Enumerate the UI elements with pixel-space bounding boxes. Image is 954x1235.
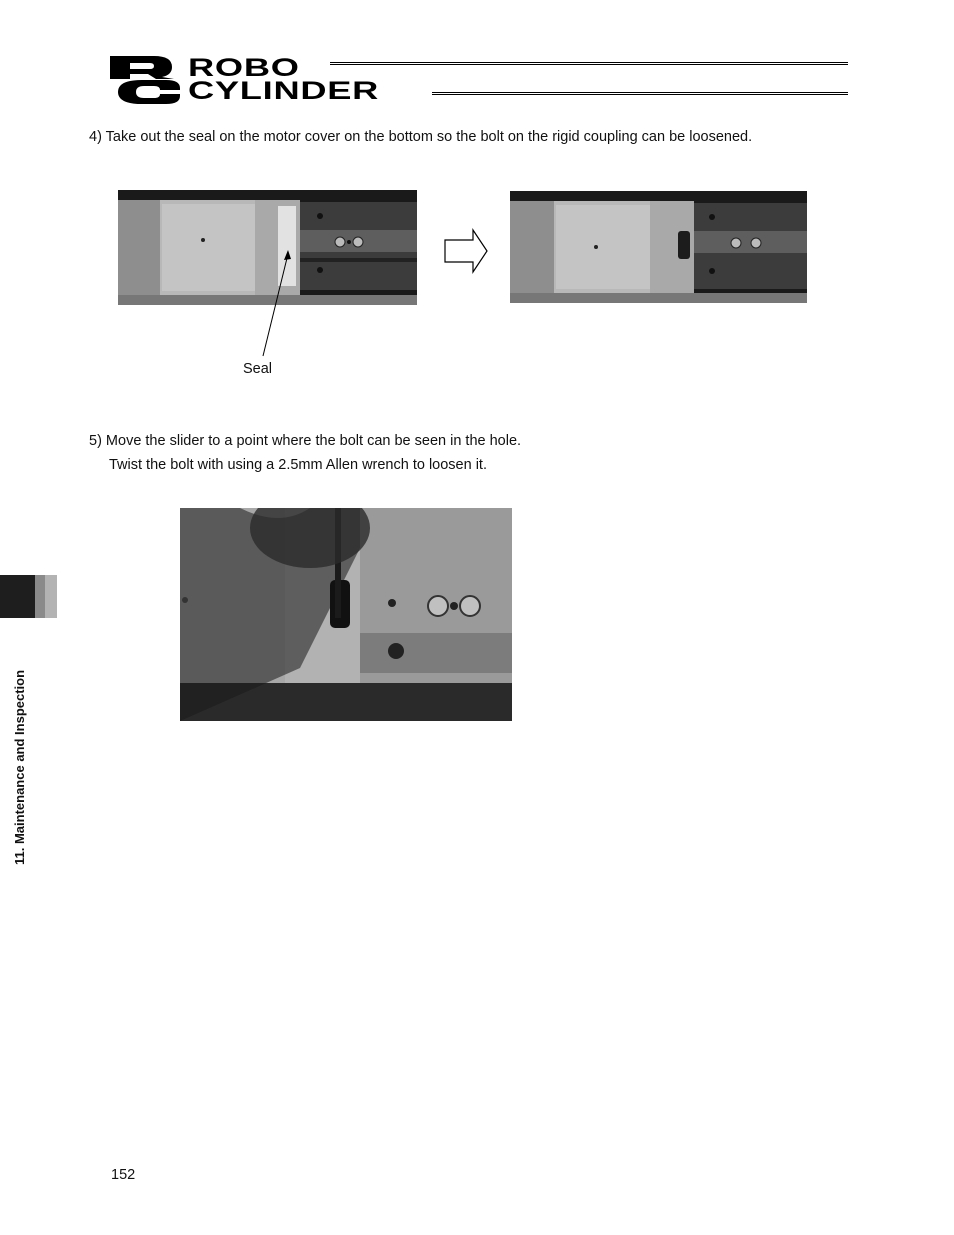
seal-label: Seal (243, 361, 273, 377)
chapter-tab-light (45, 575, 57, 618)
photo-allen-wrench (180, 508, 512, 721)
step-5-text-line1: 5) Move the slider to a point where the bolt can be seen in the hole. (89, 433, 522, 449)
robo-cylinder-logo (108, 52, 428, 104)
chapter-tab-mid (35, 575, 45, 618)
seal-leader-line (258, 248, 298, 360)
header-rule-bottom (432, 92, 848, 95)
step-4-text: 4) Take out the seal on the motor cover on the bottom so the bolt on the rigid coupling can be loosened. (89, 129, 753, 145)
page-number: 152 (111, 1167, 136, 1183)
right-arrow-icon (443, 228, 489, 274)
chapter-tab-dark (0, 575, 35, 618)
logo-word-robo: ROBO (188, 54, 300, 82)
step-5-text-line2: Twist the bolt with using a 2.5mm Allen wrench to loosen it. (109, 457, 487, 473)
rc-monogram-icon (108, 54, 182, 104)
chapter-side-label: 11. Maintenance and Inspection (12, 669, 27, 865)
logo-word-cylinder: CYLINDER (188, 77, 380, 105)
photo-seal-removed (510, 191, 807, 303)
header-rule-top (330, 62, 848, 65)
